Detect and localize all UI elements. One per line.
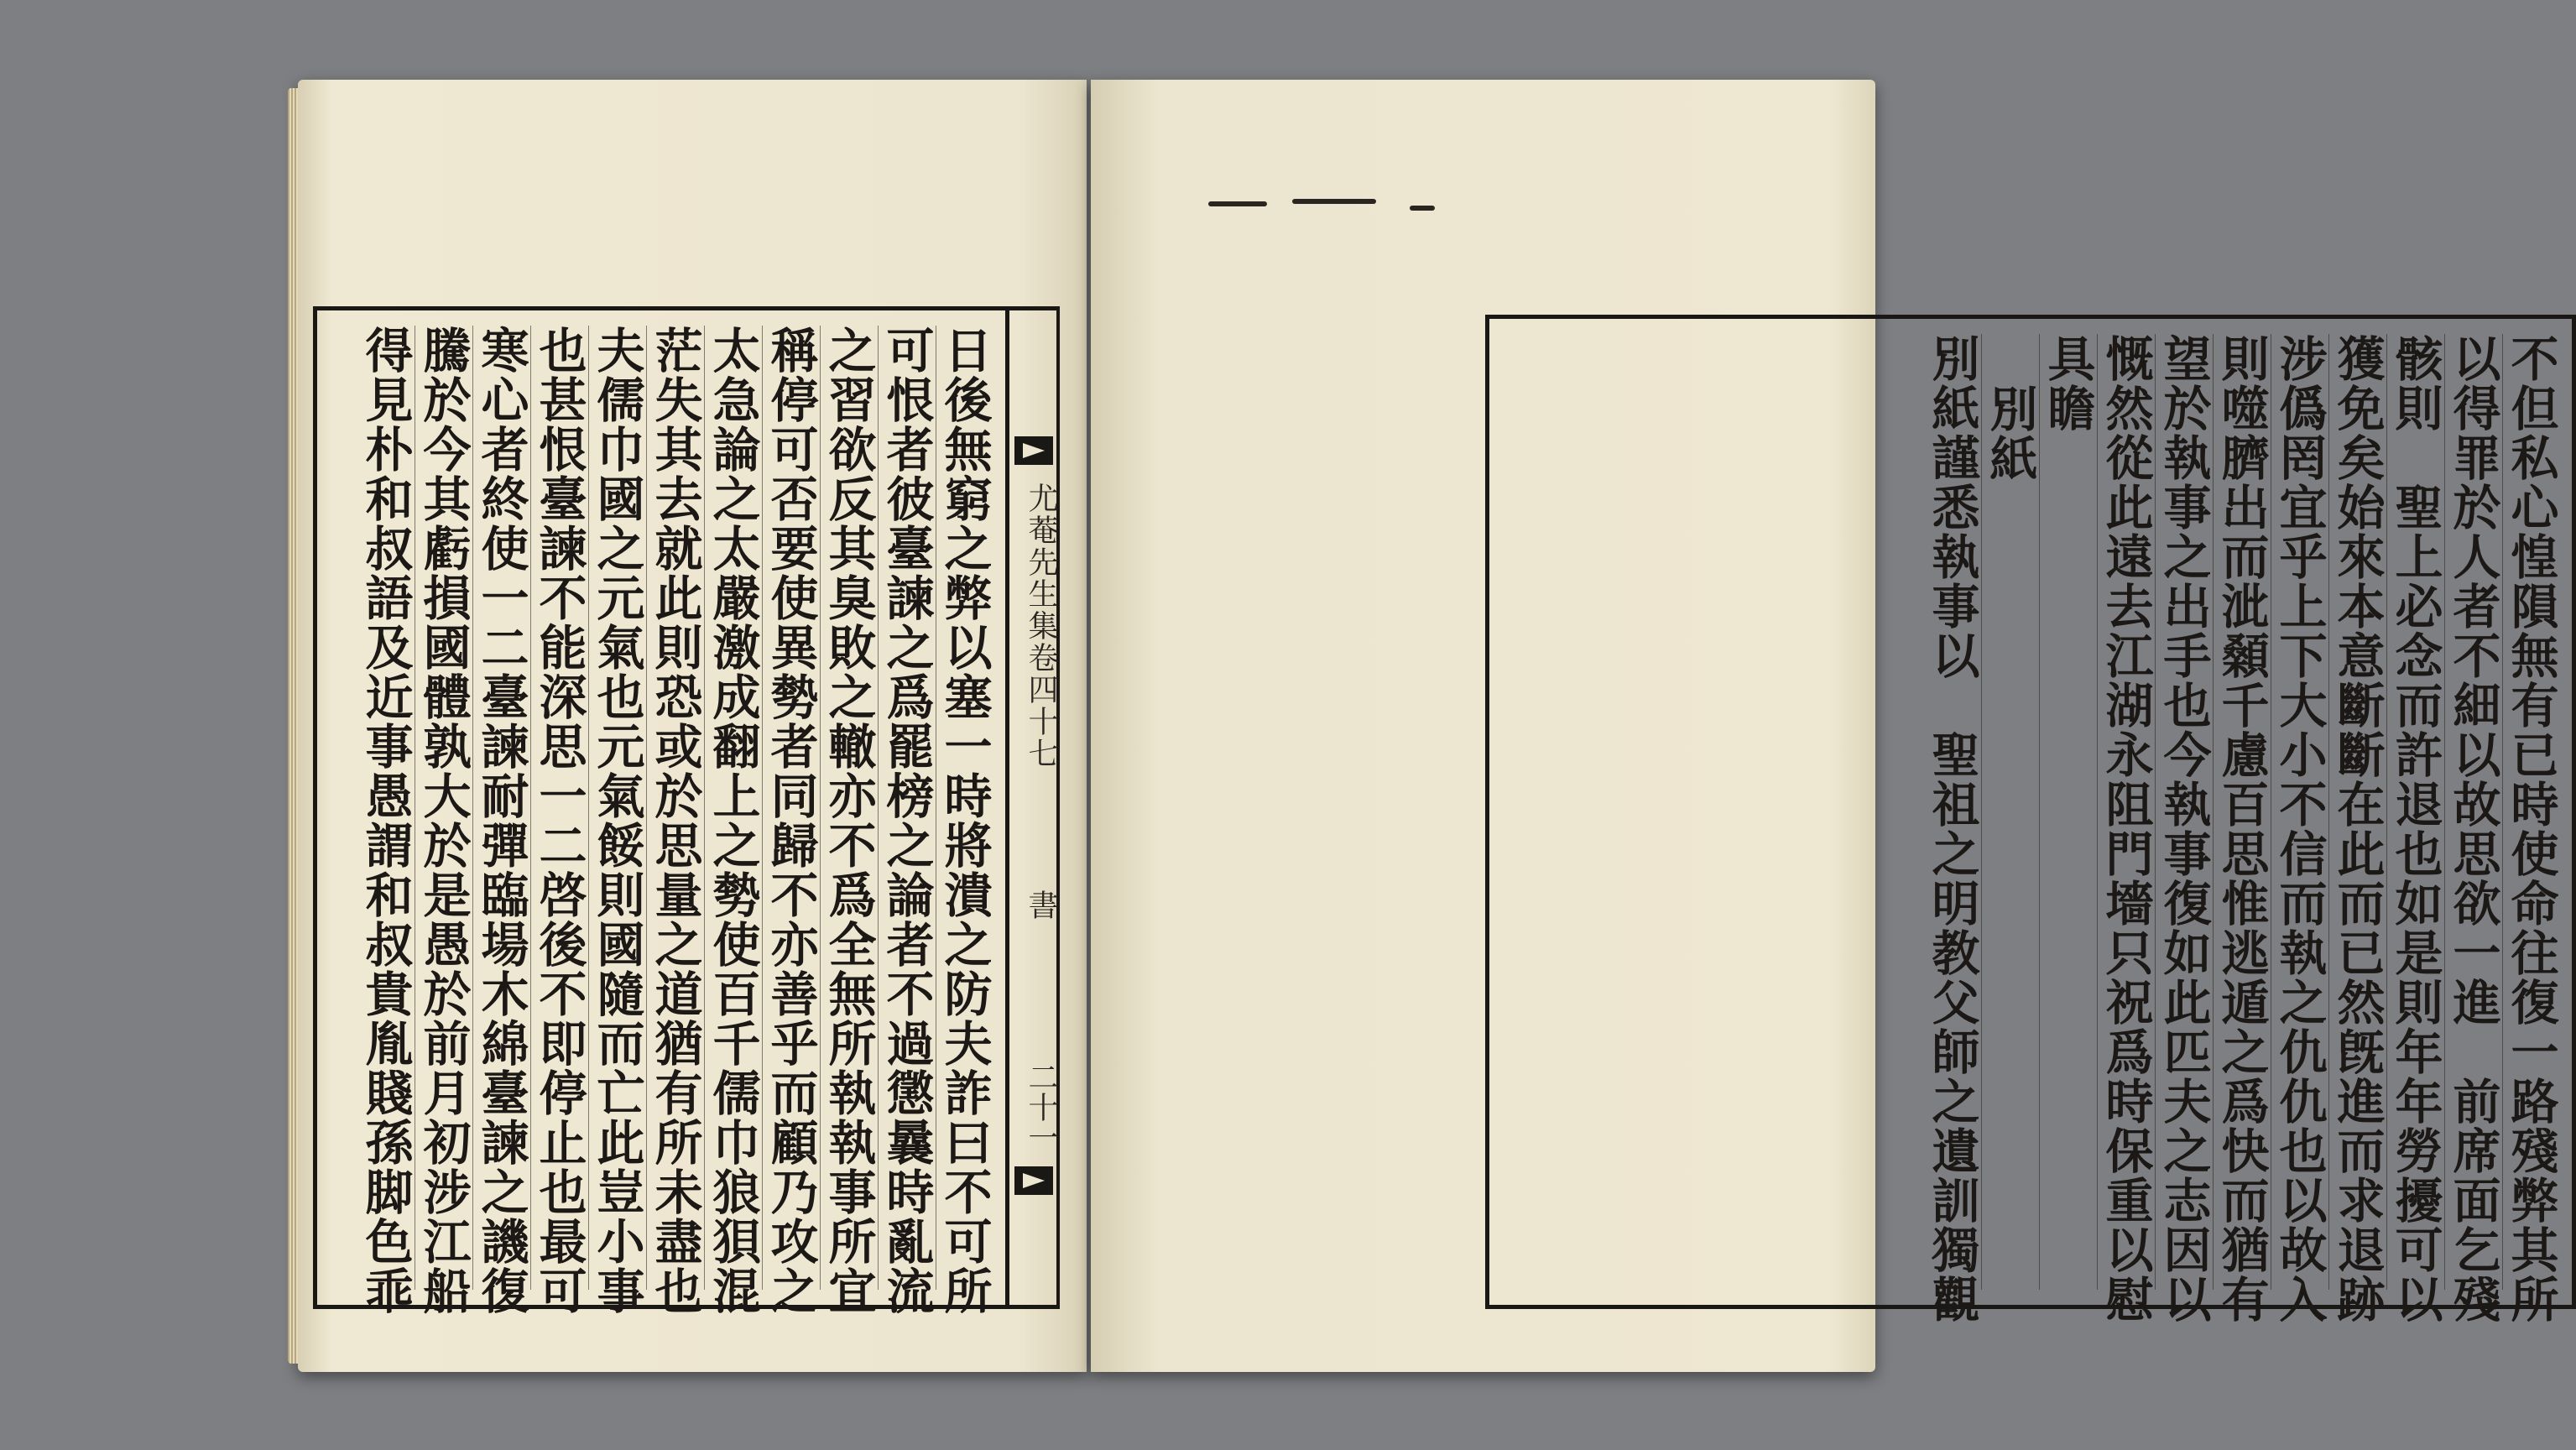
text-column: 得見朴和叔語及近事愚謂和叔貴胤賤孫脚色乖 <box>357 326 414 1316</box>
text-column: 望於執事之出手也今執事復如此匹夫之志因以 <box>2156 334 2212 1324</box>
page-number: 二十一 <box>1024 1061 1058 1152</box>
volume-header: 尤菴先生集卷四十七 <box>1024 482 1058 769</box>
left-text-frame <box>313 306 1009 1316</box>
text-column: 茫失其去就此則恐或於思量之道猶有所未盡也 <box>647 326 703 1316</box>
left-page <box>298 80 1087 1372</box>
text-column: 涉僞罔宜乎上下大小不信而執之仇仇也以故入 <box>2271 334 2328 1324</box>
folio-mark: 書 <box>1024 889 1058 920</box>
right-text-columns <box>1501 334 2560 1324</box>
text-column: 日後無窮之弊以塞一時將潰之防夫詐曰不可所 <box>936 326 993 1316</box>
lower-fishtail-mark <box>1014 1166 1053 1195</box>
ink-mark <box>1208 201 1267 206</box>
text-column: 可恨者彼臺諫之爲罷榜之論者不過懲曩時亂流 <box>879 326 935 1316</box>
upper-fishtail-mark <box>1014 436 1053 465</box>
page-stack-edge <box>288 88 298 1364</box>
text-column: 也甚恨臺諫不能深思一二啓後不即停止也最可 <box>531 326 587 1316</box>
open-book <box>298 80 2559 1372</box>
ink-mark <box>1410 206 1435 211</box>
text-column: 騰於今其虧損國體孰大於是愚於前月初涉江船 <box>415 326 472 1316</box>
text-column: 骸則 聖上必念而許退也如是則年年勞擾可以 <box>2387 334 2443 1324</box>
text-column: 別紙謹悉執事以 聖祖之明教父師之遺訓獨觀 <box>1924 334 1980 1324</box>
ink-mark <box>1292 199 1376 204</box>
text-column: 獲免矣始來本意斷斷在此而已然旣進而求退跡 <box>2329 334 2386 1324</box>
text-column: 夫儒巾國之元氣也元氣餒則國隨而亡此豈小事 <box>589 326 645 1316</box>
text-column: 具瞻 <box>2039 334 2097 1290</box>
text-column: 之習欲反其臭敗之轍亦不爲全無所執執事所宜 <box>821 326 877 1316</box>
text-column: 寒心者終使一二臺諫耐彈臨場木綿臺諫之譏復 <box>473 326 529 1316</box>
text-column: 稱停可否要使異勢者同歸不亦善乎而顧乃攻之 <box>763 326 819 1316</box>
right-text-frame <box>1485 315 2576 1324</box>
center-margin-column <box>1009 306 1060 1309</box>
text-column: 太急論之太嚴激成翻上之勢使百千儒巾狼狽混 <box>705 326 761 1316</box>
section-heading: 別紙 <box>1981 334 2039 1290</box>
text-column: 以得罪於人者不細以故思欲一進 前席面乞殘 <box>2445 334 2501 1324</box>
text-column: 不但私心惶隕無有已時使命往復一路殘弊其所 <box>2503 334 2559 1324</box>
text-column: 則噬臍出而泚顙千慮百思惟逃遁之爲快而猶有 <box>2214 334 2270 1324</box>
text-column: 慨然從此遠去江湖永阻門墻只祝爲時保重以慰 <box>2098 334 2154 1324</box>
left-text-columns <box>329 326 993 1316</box>
right-page <box>1091 80 2559 1372</box>
